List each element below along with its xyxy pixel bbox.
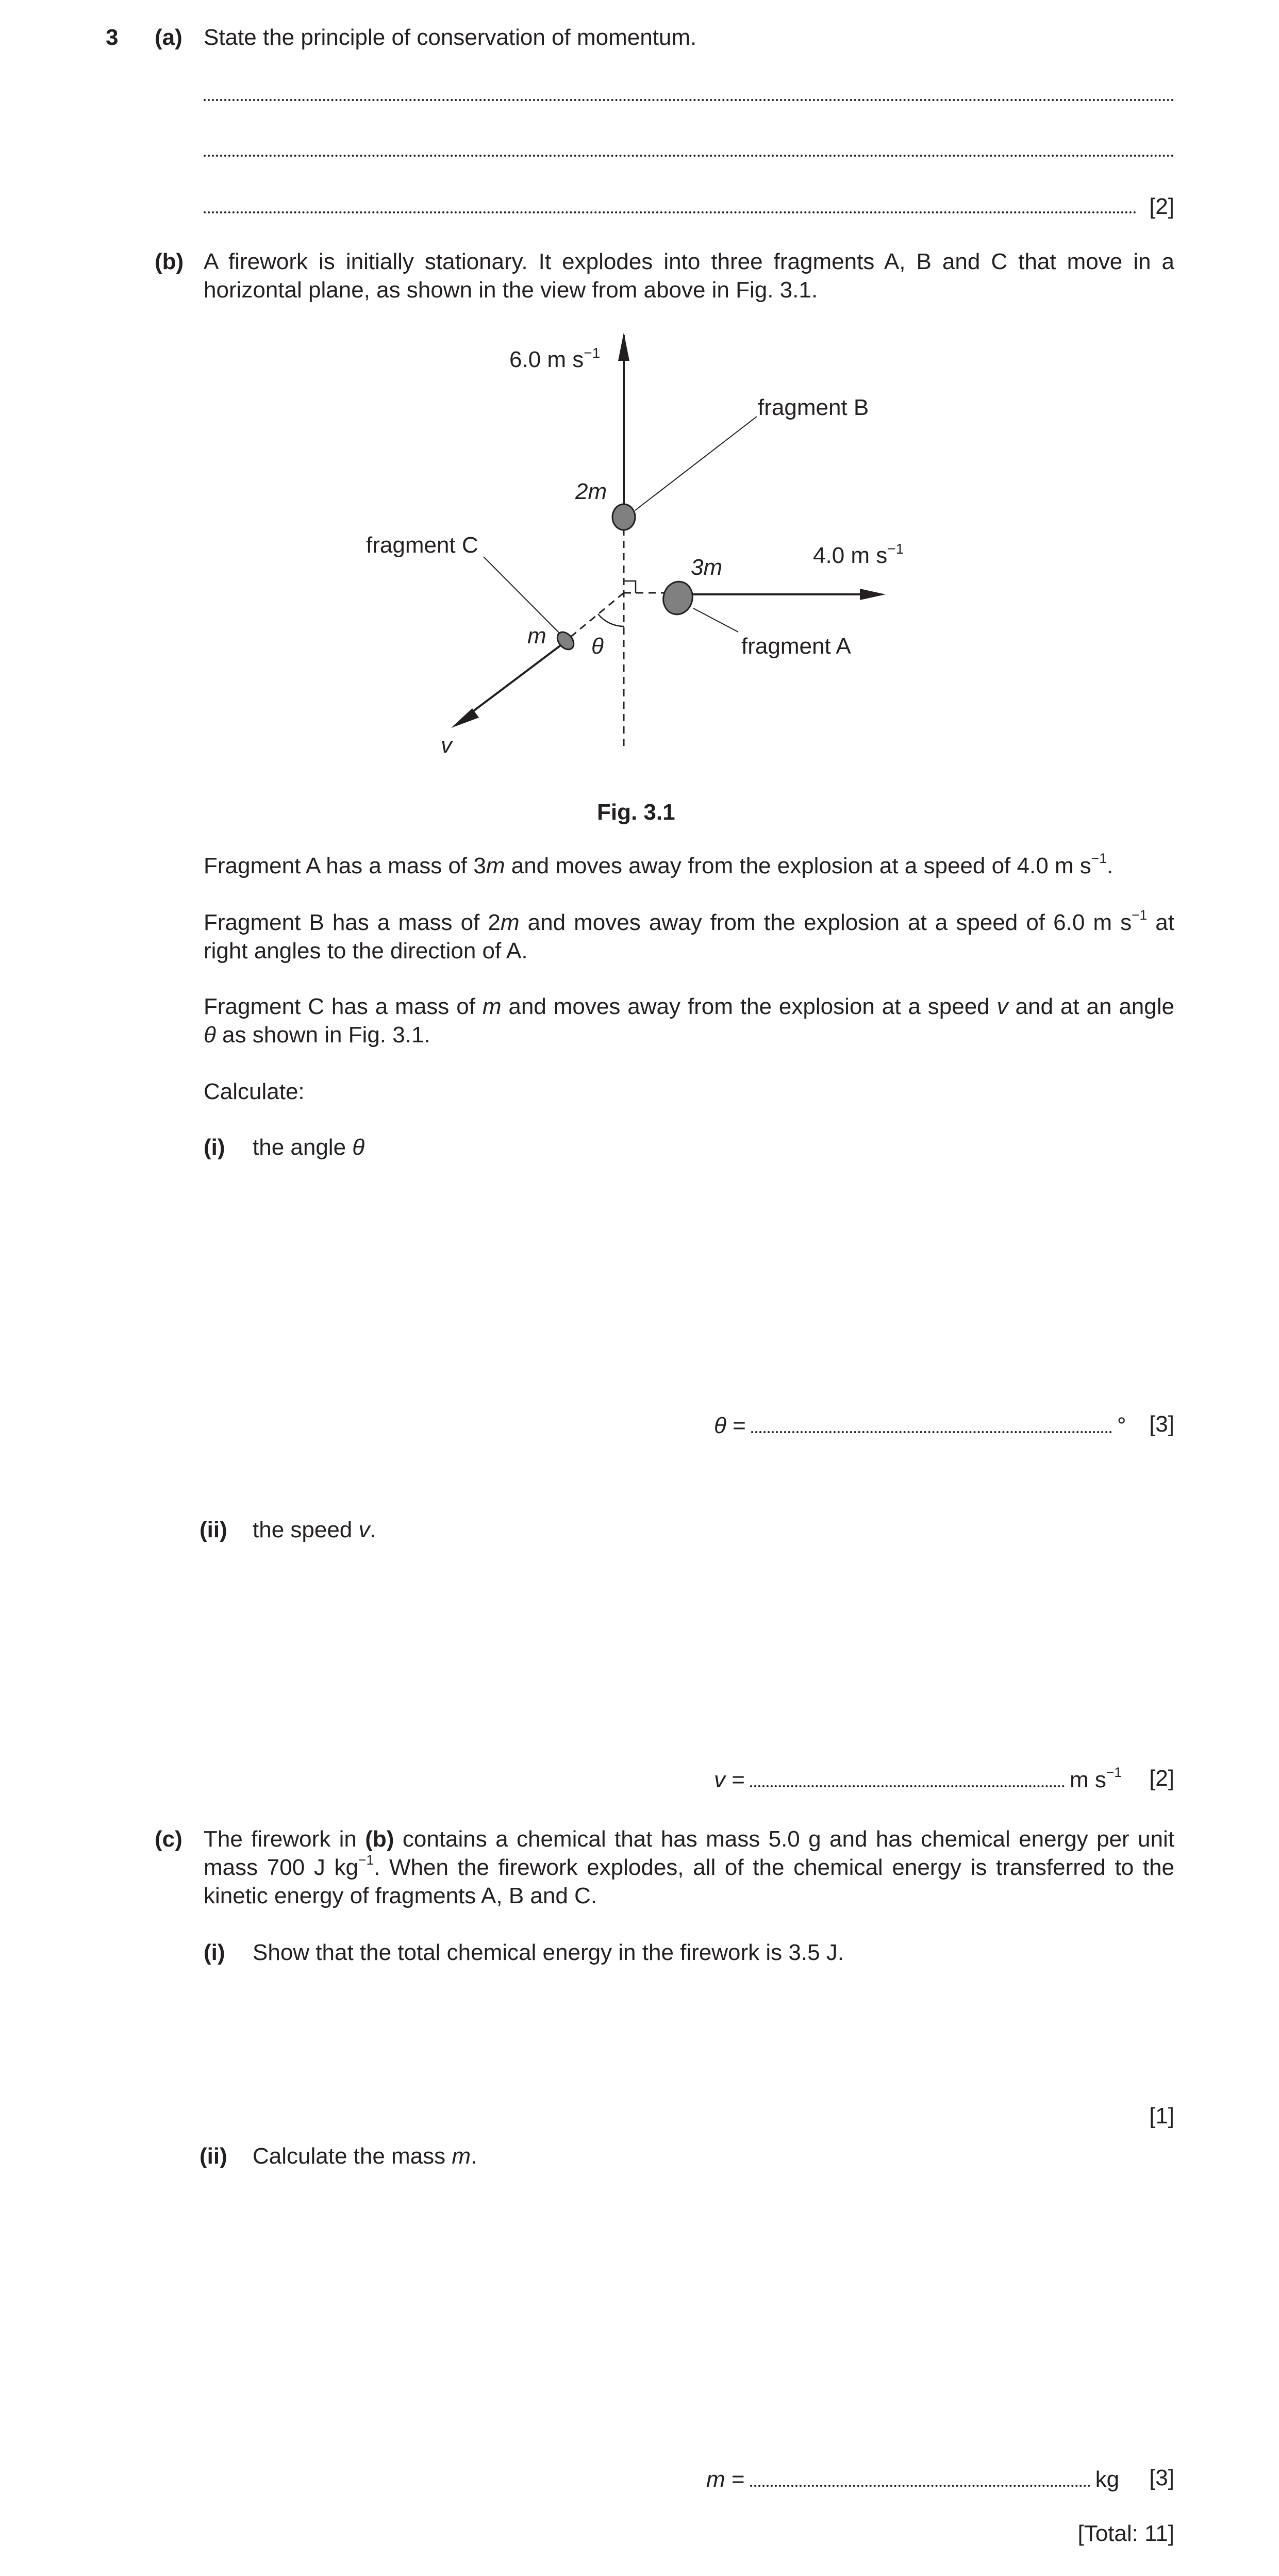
arrow-fragment-c bbox=[464, 644, 562, 718]
part-a-marks: [2] bbox=[1149, 194, 1174, 219]
part-c-i-prompt: Show that the total chemical energy in the firework is 3.5 J. bbox=[253, 1940, 844, 1965]
mass-c-label: m bbox=[527, 623, 546, 649]
mass-b-label: 2m bbox=[575, 479, 607, 504]
part-c-ii-label: (ii) bbox=[200, 2143, 227, 2169]
answer-field-theta[interactable] bbox=[751, 1416, 1112, 1433]
right-angle-marker bbox=[624, 581, 636, 593]
direction-c-dashed-line bbox=[570, 593, 624, 638]
fragment-a-label: fragment A bbox=[741, 634, 851, 659]
part-b-intro: A firework is initially stationary. It explodes into three fragments A, B and C that move in a horizontal plane, as shown in the view from above in Fig. 3.1. bbox=[204, 249, 1174, 303]
answer-speed: v = m $s^{-1}$ bbox=[714, 1765, 1122, 1792]
figure-caption: Fig. 3.1 bbox=[597, 800, 675, 825]
calculate-label: Calculate: bbox=[204, 1079, 305, 1104]
part-b-i-marks: [3] bbox=[1149, 1411, 1174, 1437]
mass-a-label: 3m bbox=[691, 555, 723, 580]
part-c-intro: The firework in (b) contains a chemical that has mass 5.0 g and has chemical energy per unit mass 700 J $kg^{-1}$. When the firework explodes, all of the chemical energy is transferred to the kinetic energy of fragments A, B and C. bbox=[204, 1826, 1175, 1908]
fragment-b-label: fragment B bbox=[758, 395, 869, 420]
fragment-c-description: Fragment C has a mass of m and moves away from the explosion at a speed v and at an angle θ as shown in Fig. 3.1. bbox=[204, 994, 1174, 1048]
part-c-ii-prompt: Calculate the mass m. bbox=[253, 2143, 477, 2169]
fragment-b-shape bbox=[612, 504, 635, 530]
fragment-a-description: Fragment A has a mass of 3m and moves away from the explosion at a speed of 4.0 m $s^{-1}$. bbox=[204, 851, 1114, 878]
angle-theta-label: θ bbox=[591, 634, 604, 659]
answer-field-speed[interactable] bbox=[750, 1770, 1065, 1787]
fragment-b-description: Fragment B has a mass of 2m and moves away from the explosion at a speed of 6.0 m $s^{-1}$ at right angles to the direction of A. bbox=[204, 907, 1175, 963]
angle-theta-arc bbox=[598, 614, 624, 626]
speed-c-label: v bbox=[441, 733, 452, 758]
leader-fragment-b bbox=[635, 417, 757, 510]
part-c-i-marks: [1] bbox=[1149, 2103, 1174, 2129]
answer-theta: θ = ° bbox=[714, 1413, 1126, 1438]
part-c-i-label: (i) bbox=[204, 1940, 225, 1965]
fragment-c-shape bbox=[554, 629, 577, 653]
part-a-label: (a) bbox=[155, 25, 182, 50]
part-c-ii-marks: [3] bbox=[1149, 2465, 1174, 2490]
figure-3-1 bbox=[0, 0, 1279, 773]
part-c-label: (c) bbox=[155, 1826, 182, 1852]
leader-fragment-a bbox=[693, 608, 738, 632]
arrowhead-a bbox=[860, 589, 886, 600]
arrowhead-b bbox=[618, 333, 629, 361]
answer-field-mass[interactable] bbox=[750, 2469, 1090, 2487]
part-b-ii-prompt: the speed v. bbox=[253, 1517, 376, 1542]
part-b-i-label: (i) bbox=[204, 1135, 225, 1160]
part-a-prompt: State the principle of conservation of momentum. bbox=[204, 25, 697, 50]
fragment-c-label: fragment C bbox=[366, 533, 478, 558]
speed-a-label: 4.0 m $s^{-1}$ bbox=[813, 541, 904, 568]
leader-fragment-c bbox=[484, 557, 559, 633]
question-number: 3 bbox=[106, 25, 119, 50]
fragment-a-shape bbox=[660, 578, 696, 618]
part-b-ii-label: (ii) bbox=[200, 1517, 227, 1542]
part-b-i-prompt: the angle θ bbox=[253, 1135, 365, 1160]
speed-b-label: 6.0 m $s^{-1}$ bbox=[509, 345, 601, 372]
total-marks: [Total: 11] bbox=[1077, 2521, 1174, 2546]
part-b-ii-marks: [2] bbox=[1149, 1766, 1174, 1791]
part-b-label: (b) bbox=[155, 249, 184, 274]
answer-mass: m = kg bbox=[706, 2467, 1120, 2492]
